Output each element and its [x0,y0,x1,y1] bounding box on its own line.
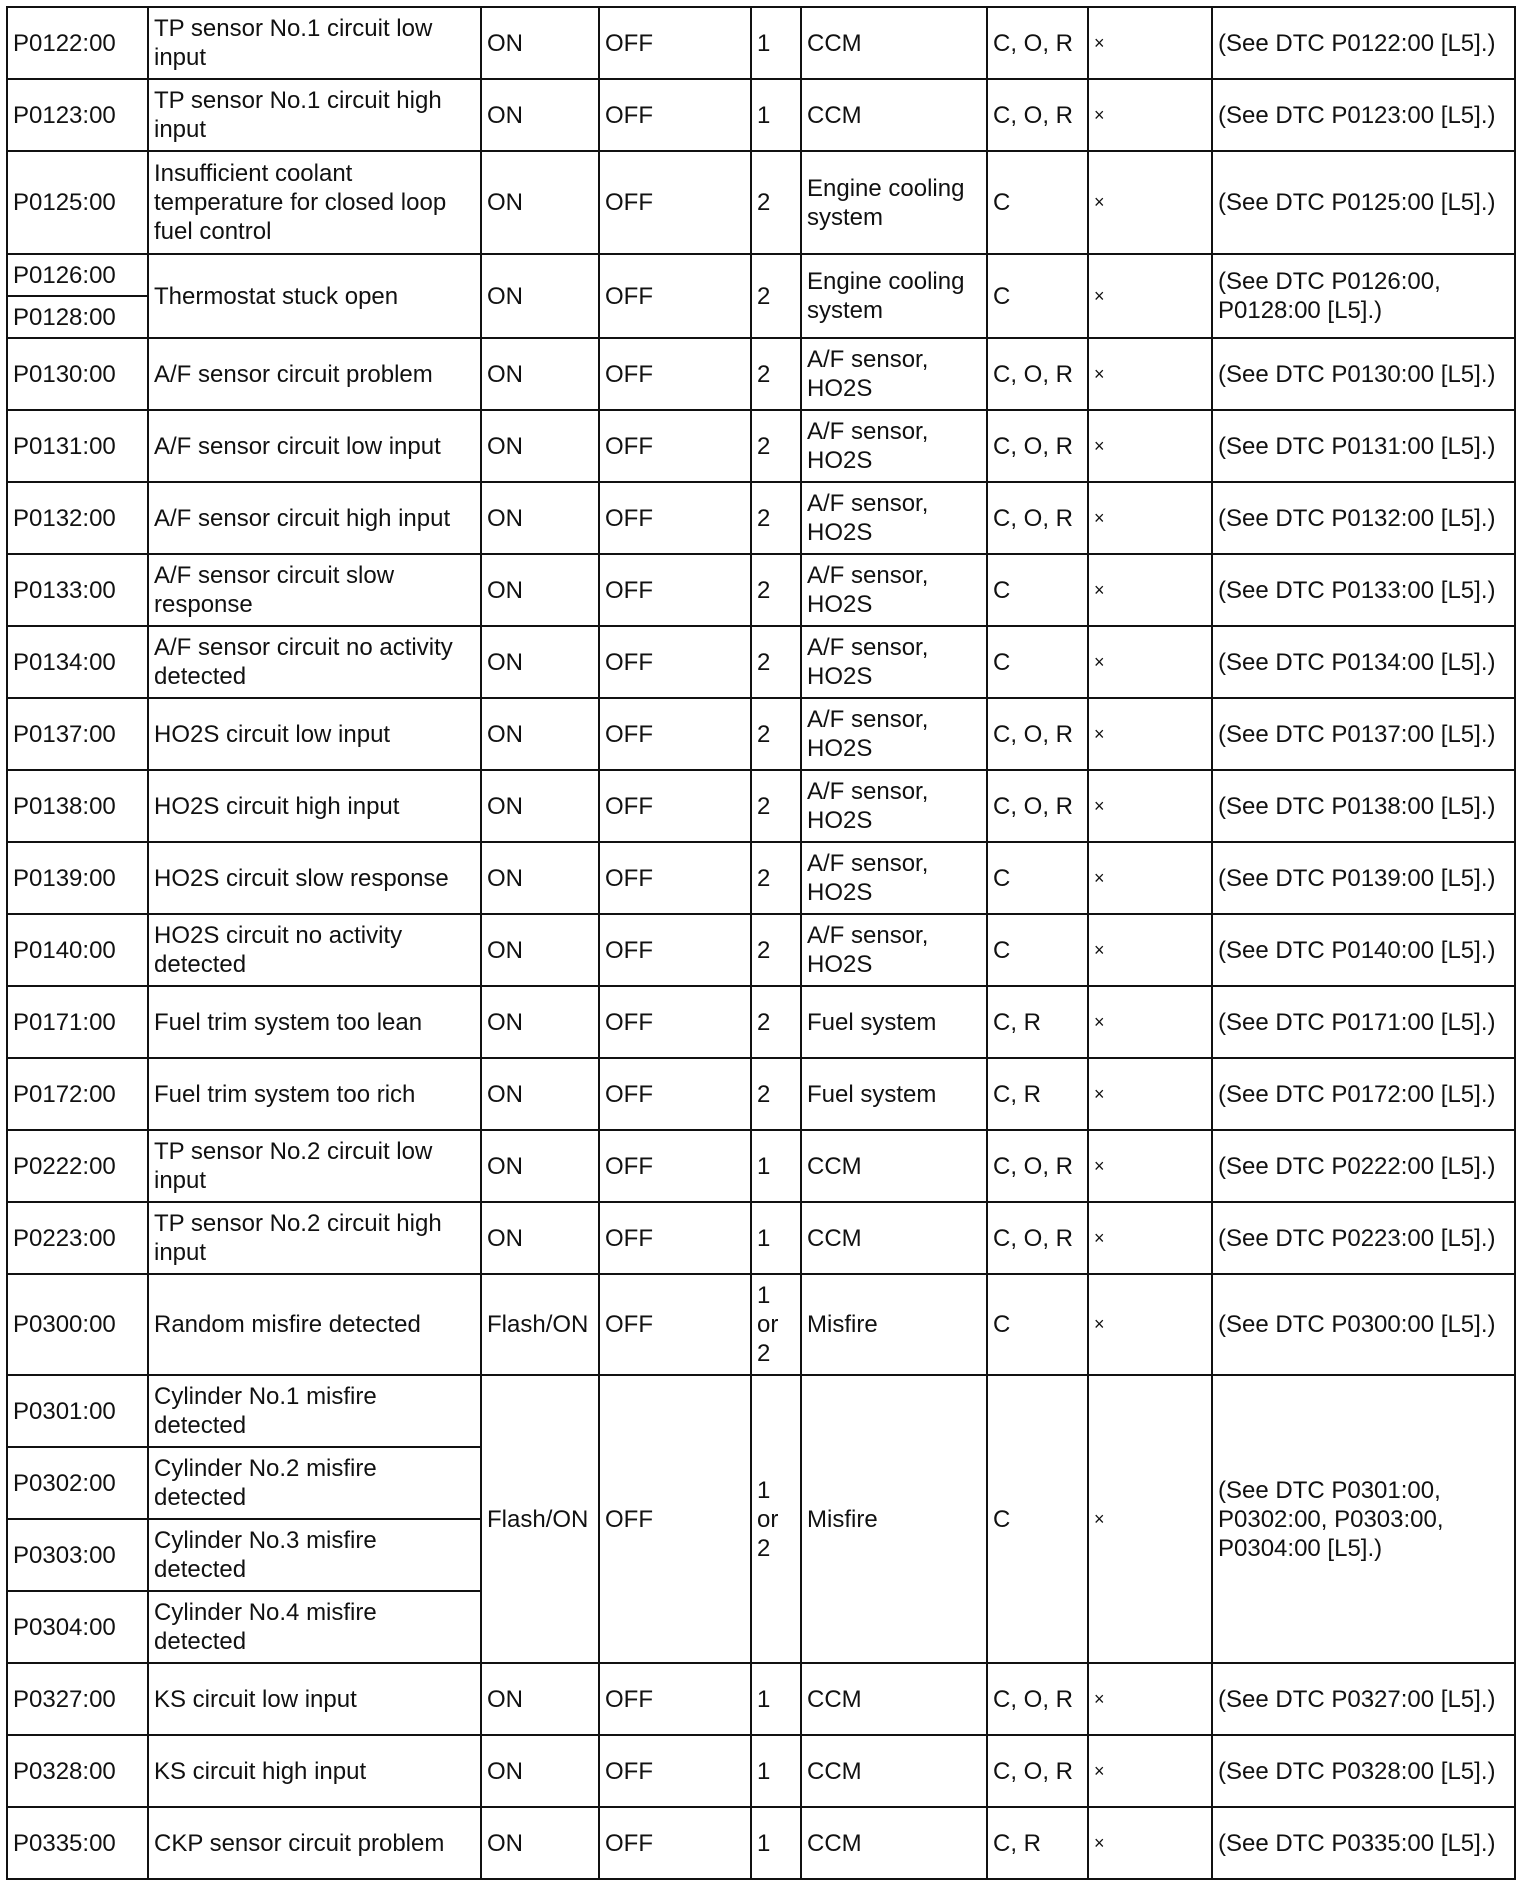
dtc-output: C [987,626,1088,698]
trip-count: 2 [751,482,801,554]
dtc-code: P0128:00 [7,296,148,338]
reference-link: (See DTC P0138:00 [L5].) [1212,770,1515,842]
cross-mark: × [1088,554,1212,626]
monitor-item: A/F sensor, HO2S [801,626,987,698]
mil-status: ON [481,1058,599,1130]
trip-count: 2 [751,410,801,482]
dtc-description: TP sensor No.1 circuit high input [148,79,481,151]
dtc-description: HO2S circuit high input [148,770,481,842]
dtc-code: P0131:00 [7,410,148,482]
monitor-item: CCM [801,1807,987,1879]
reference-link: (See DTC P0132:00 [L5].) [1212,482,1515,554]
dtc-description: HO2S circuit slow response [148,842,481,914]
monitor-item: A/F sensor, HO2S [801,410,987,482]
table-row [7,1202,1515,1274]
cross-mark: × [1088,1274,1212,1375]
dtc-output: C, O, R [987,1735,1088,1807]
table-row [7,151,1515,254]
trip-count: 1 [751,1202,801,1274]
dtc-description: CKP sensor circuit problem [148,1807,481,1879]
mil-status: ON [481,151,599,254]
table-row [7,1375,1515,1447]
monitor-item: Misfire [801,1274,987,1375]
cross-mark: × [1088,698,1212,770]
cross-mark: × [1088,338,1212,410]
dtc-output: C, R [987,986,1088,1058]
dtc-code: P0140:00 [7,914,148,986]
table-row [7,79,1515,151]
monitor-item: A/F sensor, HO2S [801,842,987,914]
dtc-code: P0327:00 [7,1663,148,1735]
dtc-output: C, O, R [987,482,1088,554]
monitor-item: A/F sensor, HO2S [801,770,987,842]
table-row [7,1130,1515,1202]
monitor-item: Engine cooling system [801,254,987,338]
memory-status: OFF [599,254,751,338]
mil-status: ON [481,626,599,698]
mil-status: ON [481,1735,599,1807]
reference-link: (See DTC P0126:00, P0128:00 [L5].) [1212,254,1515,338]
reference-link: (See DTC P0223:00 [L5].) [1212,1202,1515,1274]
table-row [7,626,1515,698]
dtc-output: C, O, R [987,7,1088,79]
monitor-item: Engine cooling system [801,151,987,254]
cross-mark: × [1088,1807,1212,1879]
trip-count: 2 [751,151,801,254]
monitor-item: Fuel system [801,1058,987,1130]
monitor-item: A/F sensor, HO2S [801,698,987,770]
dtc-code: P0304:00 [7,1591,148,1663]
mil-status: Flash/ON [481,1375,599,1663]
memory-status: OFF [599,626,751,698]
dtc-description: Cylinder No.3 misfire detected [148,1519,481,1591]
mil-status: ON [481,986,599,1058]
mil-status: ON [481,338,599,410]
memory-status: OFF [599,410,751,482]
mil-status: ON [481,1663,599,1735]
dtc-output: C [987,151,1088,254]
reference-link: (See DTC P0122:00 [L5].) [1212,7,1515,79]
memory-status: OFF [599,914,751,986]
monitor-item: CCM [801,1202,987,1274]
reference-link: (See DTC P0131:00 [L5].) [1212,410,1515,482]
dtc-output: C [987,554,1088,626]
cross-mark: × [1088,1058,1212,1130]
dtc-description: Random misfire detected [148,1274,481,1375]
dtc-description: Fuel trim system too lean [148,986,481,1058]
dtc-code: P0222:00 [7,1130,148,1202]
cross-mark: × [1088,254,1212,338]
cross-mark: × [1088,770,1212,842]
trip-count: 2 [751,698,801,770]
trip-count: 1 [751,79,801,151]
memory-status: OFF [599,1375,751,1663]
table-row [7,254,1515,296]
mil-status: ON [481,770,599,842]
dtc-code: P0328:00 [7,1735,148,1807]
table-row [7,842,1515,914]
trip-count: 2 [751,914,801,986]
dtc-output: C, O, R [987,1202,1088,1274]
reference-link: (See DTC P0172:00 [L5].) [1212,1058,1515,1130]
dtc-code: P0172:00 [7,1058,148,1130]
trip-count: 2 [751,1058,801,1130]
trip-count: 1 [751,7,801,79]
dtc-output: C, R [987,1058,1088,1130]
dtc-table-container [6,6,1514,1880]
trip-count: 2 [751,986,801,1058]
mil-status: ON [481,79,599,151]
table-row [7,698,1515,770]
table-row [7,7,1515,79]
dtc-output: C, O, R [987,698,1088,770]
memory-status: OFF [599,842,751,914]
dtc-code: P0134:00 [7,626,148,698]
dtc-description: Insufficient coolant temperature for closed loop fuel control [148,151,481,254]
dtc-description: A/F sensor circuit low input [148,410,481,482]
mil-status: ON [481,698,599,770]
dtc-code: P0125:00 [7,151,148,254]
monitor-item: CCM [801,1735,987,1807]
dtc-output: C [987,914,1088,986]
monitor-item: CCM [801,7,987,79]
reference-link: (See DTC P0222:00 [L5].) [1212,1130,1515,1202]
dtc-output: C [987,254,1088,338]
table-row [7,1663,1515,1735]
dtc-output: C, O, R [987,79,1088,151]
dtc-output: C, O, R [987,338,1088,410]
dtc-code: P0126:00 [7,254,148,296]
trip-count: 1 [751,1807,801,1879]
mil-status: ON [481,1807,599,1879]
monitor-item: A/F sensor, HO2S [801,914,987,986]
dtc-output: C, R [987,1807,1088,1879]
dtc-code: P0132:00 [7,482,148,554]
dtc-description: KS circuit high input [148,1735,481,1807]
dtc-output: C [987,1274,1088,1375]
table-row [7,1274,1515,1375]
dtc-description: Cylinder No.1 misfire detected [148,1375,481,1447]
mil-status: ON [481,254,599,338]
memory-status: OFF [599,770,751,842]
trip-count: 2 [751,554,801,626]
cross-mark: × [1088,1735,1212,1807]
reference-link: (See DTC P0125:00 [L5].) [1212,151,1515,254]
dtc-description: A/F sensor circuit no activity detected [148,626,481,698]
reference-link: (See DTC P0300:00 [L5].) [1212,1274,1515,1375]
dtc-output: C, O, R [987,1663,1088,1735]
memory-status: OFF [599,698,751,770]
trip-count: 2 [751,254,801,338]
mil-status: ON [481,1202,599,1274]
cross-mark: × [1088,626,1212,698]
dtc-description: HO2S circuit low input [148,698,481,770]
reference-link: (See DTC P0123:00 [L5].) [1212,79,1515,151]
trip-count: 1 or 2 [751,1375,801,1663]
memory-status: OFF [599,1663,751,1735]
trip-count: 2 [751,338,801,410]
table-row [7,482,1515,554]
trip-count: 2 [751,842,801,914]
cross-mark: × [1088,151,1212,254]
memory-status: OFF [599,151,751,254]
cross-mark: × [1088,986,1212,1058]
reference-link: (See DTC P0133:00 [L5].) [1212,554,1515,626]
monitor-item: CCM [801,1130,987,1202]
cross-mark: × [1088,914,1212,986]
cross-mark: × [1088,410,1212,482]
table-row [7,338,1515,410]
monitor-item: A/F sensor, HO2S [801,338,987,410]
reference-link: (See DTC P0327:00 [L5].) [1212,1663,1515,1735]
memory-status: OFF [599,1807,751,1879]
monitor-item: CCM [801,79,987,151]
dtc-description: Cylinder No.2 misfire detected [148,1447,481,1519]
dtc-output: C [987,842,1088,914]
dtc-code: P0300:00 [7,1274,148,1375]
mil-status: ON [481,1130,599,1202]
dtc-description: HO2S circuit no activity detected [148,914,481,986]
monitor-item: A/F sensor, HO2S [801,482,987,554]
dtc-description: TP sensor No.2 circuit high input [148,1202,481,1274]
dtc-code: P0171:00 [7,986,148,1058]
dtc-code: P0301:00 [7,1375,148,1447]
monitor-item: A/F sensor, HO2S [801,554,987,626]
memory-status: OFF [599,1202,751,1274]
cross-mark: × [1088,79,1212,151]
dtc-code: P0223:00 [7,1202,148,1274]
memory-status: OFF [599,1735,751,1807]
mil-status: ON [481,554,599,626]
reference-link: (See DTC P0137:00 [L5].) [1212,698,1515,770]
cross-mark: × [1088,1130,1212,1202]
dtc-description: Thermostat stuck open [148,254,481,338]
reference-link: (See DTC P0328:00 [L5].) [1212,1735,1515,1807]
reference-link: (See DTC P0301:00, P0302:00, P0303:00, P0304:00 [L5].) [1212,1375,1515,1663]
dtc-output: C, O, R [987,410,1088,482]
trip-count: 2 [751,770,801,842]
dtc-description: TP sensor No.2 circuit low input [148,1130,481,1202]
dtc-description: A/F sensor circuit high input [148,482,481,554]
trip-count: 2 [751,626,801,698]
dtc-code: P0138:00 [7,770,148,842]
reference-link: (See DTC P0130:00 [L5].) [1212,338,1515,410]
dtc-output: C, O, R [987,770,1088,842]
dtc-description: TP sensor No.1 circuit low input [148,7,481,79]
monitor-item: CCM [801,1663,987,1735]
table-row [7,1807,1515,1879]
dtc-description: Cylinder No.4 misfire detected [148,1591,481,1663]
reference-link: (See DTC P0134:00 [L5].) [1212,626,1515,698]
mil-status: ON [481,7,599,79]
memory-status: OFF [599,1130,751,1202]
table-row [7,770,1515,842]
dtc-code: P0137:00 [7,698,148,770]
dtc-code: P0122:00 [7,7,148,79]
reference-link: (See DTC P0140:00 [L5].) [1212,914,1515,986]
monitor-item: Misfire [801,1375,987,1663]
dtc-table [6,6,1516,1880]
trip-count: 1 [751,1735,801,1807]
mil-status: Flash/ON [481,1274,599,1375]
dtc-output: C [987,1375,1088,1663]
memory-status: OFF [599,338,751,410]
dtc-description: A/F sensor circuit problem [148,338,481,410]
dtc-output: C, O, R [987,1130,1088,1202]
mil-status: ON [481,482,599,554]
cross-mark: × [1088,1375,1212,1663]
dtc-code: P0302:00 [7,1447,148,1519]
table-row [7,986,1515,1058]
memory-status: OFF [599,79,751,151]
trip-count: 1 [751,1130,801,1202]
reference-link: (See DTC P0335:00 [L5].) [1212,1807,1515,1879]
table-row [7,1735,1515,1807]
memory-status: OFF [599,7,751,79]
cross-mark: × [1088,7,1212,79]
mil-status: ON [481,914,599,986]
trip-count: 1 or 2 [751,1274,801,1375]
dtc-description: KS circuit low input [148,1663,481,1735]
table-row [7,914,1515,986]
memory-status: OFF [599,482,751,554]
monitor-item: Fuel system [801,986,987,1058]
dtc-code: P0139:00 [7,842,148,914]
trip-count: 1 [751,1663,801,1735]
cross-mark: × [1088,1202,1212,1274]
memory-status: OFF [599,1058,751,1130]
reference-link: (See DTC P0139:00 [L5].) [1212,842,1515,914]
table-row [7,1058,1515,1130]
cross-mark: × [1088,482,1212,554]
cross-mark: × [1088,842,1212,914]
memory-status: OFF [599,986,751,1058]
memory-status: OFF [599,554,751,626]
table-row [7,410,1515,482]
dtc-code: P0130:00 [7,338,148,410]
reference-link: (See DTC P0171:00 [L5].) [1212,986,1515,1058]
dtc-code: P0133:00 [7,554,148,626]
mil-status: ON [481,842,599,914]
dtc-code: P0123:00 [7,79,148,151]
dtc-description: A/F sensor circuit slow response [148,554,481,626]
dtc-code: P0335:00 [7,1807,148,1879]
cross-mark: × [1088,1663,1212,1735]
dtc-code: P0303:00 [7,1519,148,1591]
mil-status: ON [481,410,599,482]
memory-status: OFF [599,1274,751,1375]
table-row [7,554,1515,626]
dtc-description: Fuel trim system too rich [148,1058,481,1130]
